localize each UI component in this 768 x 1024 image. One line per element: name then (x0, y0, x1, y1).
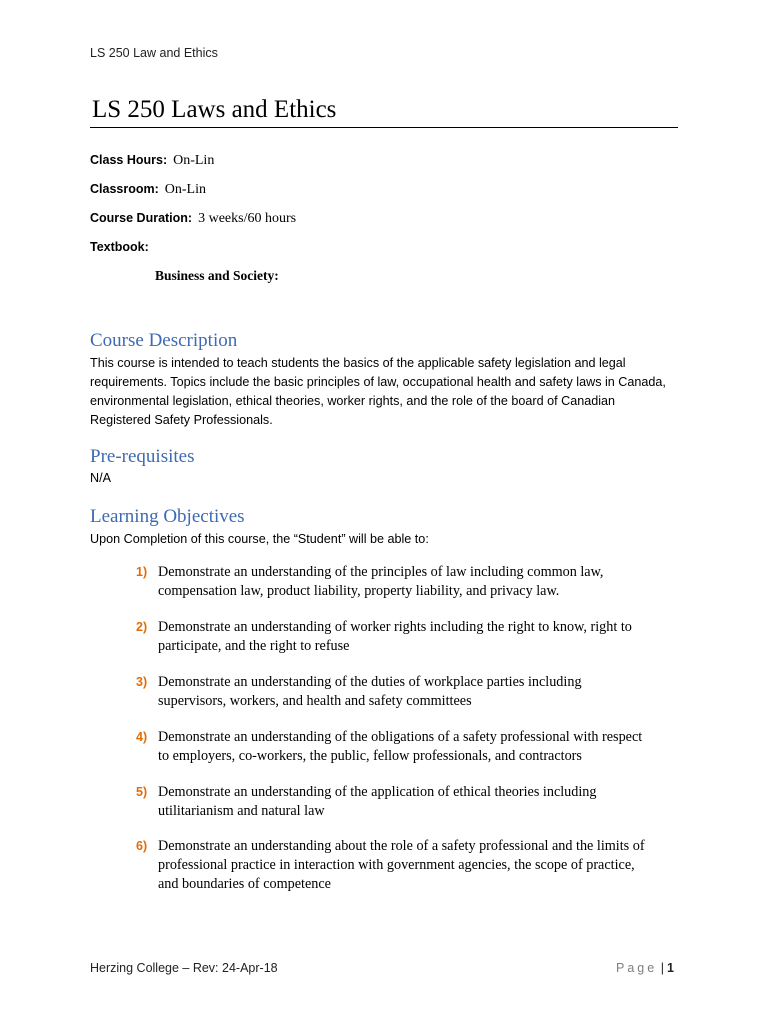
textbook-title: Business and Society: (155, 268, 279, 283)
class-hours-value: On-Lin (173, 153, 215, 168)
prerequisites-text: N/A (90, 471, 111, 485)
footer-page-indicator (616, 961, 674, 975)
objective-number: 1) (136, 565, 148, 579)
objective-text (158, 728, 696, 766)
document-title: LS 250 Laws and Ethics (92, 96, 337, 123)
title-underline (90, 127, 678, 128)
objective-line: participate, and the right to refuse (158, 638, 350, 654)
learning-objectives-heading: Learning Objectives (90, 506, 245, 527)
objective-item (136, 728, 696, 766)
course-duration-row (90, 211, 296, 227)
textbook-label: Textbook: (90, 240, 149, 254)
page-separator: | (660, 961, 664, 975)
footer-revision: Herzing College – Rev: 24-Apr-18 (90, 961, 278, 975)
objective-line: Demonstrate an understanding of the duties of workplace parties including (158, 674, 582, 690)
classroom-label: Classroom: (90, 182, 159, 196)
objective-line: Demonstrate an understanding about the role of a safety professional and the limits of (158, 838, 645, 854)
course-duration-value: 3 weeks/60 hours (198, 211, 297, 226)
objective-line: and boundaries of competence (158, 876, 331, 892)
objective-line: Demonstrate an understanding of worker rights including the right to know, right to (158, 619, 632, 635)
objective-line: professional practice in interaction with government agencies, the scope of practice, (158, 857, 635, 873)
page-label: Page (616, 961, 658, 975)
objective-line: compensation law, product liability, property liability, and privacy law. (158, 583, 560, 599)
objective-number: 4) (136, 730, 148, 744)
class-hours-label: Class Hours: (90, 153, 168, 167)
objective-number: 5) (136, 785, 148, 799)
course-description-heading: Course Description (90, 330, 238, 351)
objective-line: to employers, co-workers, the public, fellow professionals, and contractors (158, 748, 582, 764)
objective-item (136, 837, 696, 894)
objective-number: 2) (136, 620, 148, 634)
objective-text (158, 837, 696, 894)
course-description-line: Registered Safety Professionals. (90, 413, 273, 427)
objective-item (136, 673, 696, 711)
course-duration-label: Course Duration: (90, 211, 193, 225)
objective-item (136, 618, 696, 656)
course-description-line: requirements. Topics include the basic principles of law, occupational health and safety laws in Canada, (90, 375, 666, 389)
objective-line: supervisors, workers, and health and safety committees (158, 693, 472, 709)
objective-text (158, 563, 696, 601)
objective-text (158, 673, 696, 711)
running-header: LS 250 Law and Ethics (90, 46, 218, 60)
page-number: 1 (666, 961, 674, 975)
textbook-row (90, 240, 149, 254)
objective-item (136, 783, 696, 821)
objective-line: Demonstrate an understanding of the obligations of a safety professional with respect (158, 729, 643, 745)
class-hours-row (90, 153, 214, 169)
classroom-value: On-Lin (164, 182, 206, 197)
course-description-text (90, 354, 680, 430)
objective-text (158, 783, 696, 821)
classroom-row (90, 182, 206, 198)
objective-line: Demonstrate an understanding of the application of ethical theories including (158, 784, 597, 800)
prerequisites-heading: Pre-requisites (90, 446, 195, 467)
course-description-line: This course is intended to teach students the basics of the applicable safety legislation and legal (90, 356, 626, 370)
objective-item (136, 563, 696, 601)
course-description-line: environmental legislation, ethical theories, worker rights, and the role of the board of Canadian (90, 394, 616, 408)
objective-number: 3) (136, 675, 148, 689)
objective-line: utilitarianism and natural law (158, 803, 325, 819)
objective-line: Demonstrate an understanding of the principles of law including common law, (158, 564, 604, 580)
objective-number: 6) (136, 839, 148, 853)
objective-text (158, 618, 696, 656)
learning-objectives-intro: Upon Completion of this course, the “Student” will be able to: (90, 532, 429, 546)
